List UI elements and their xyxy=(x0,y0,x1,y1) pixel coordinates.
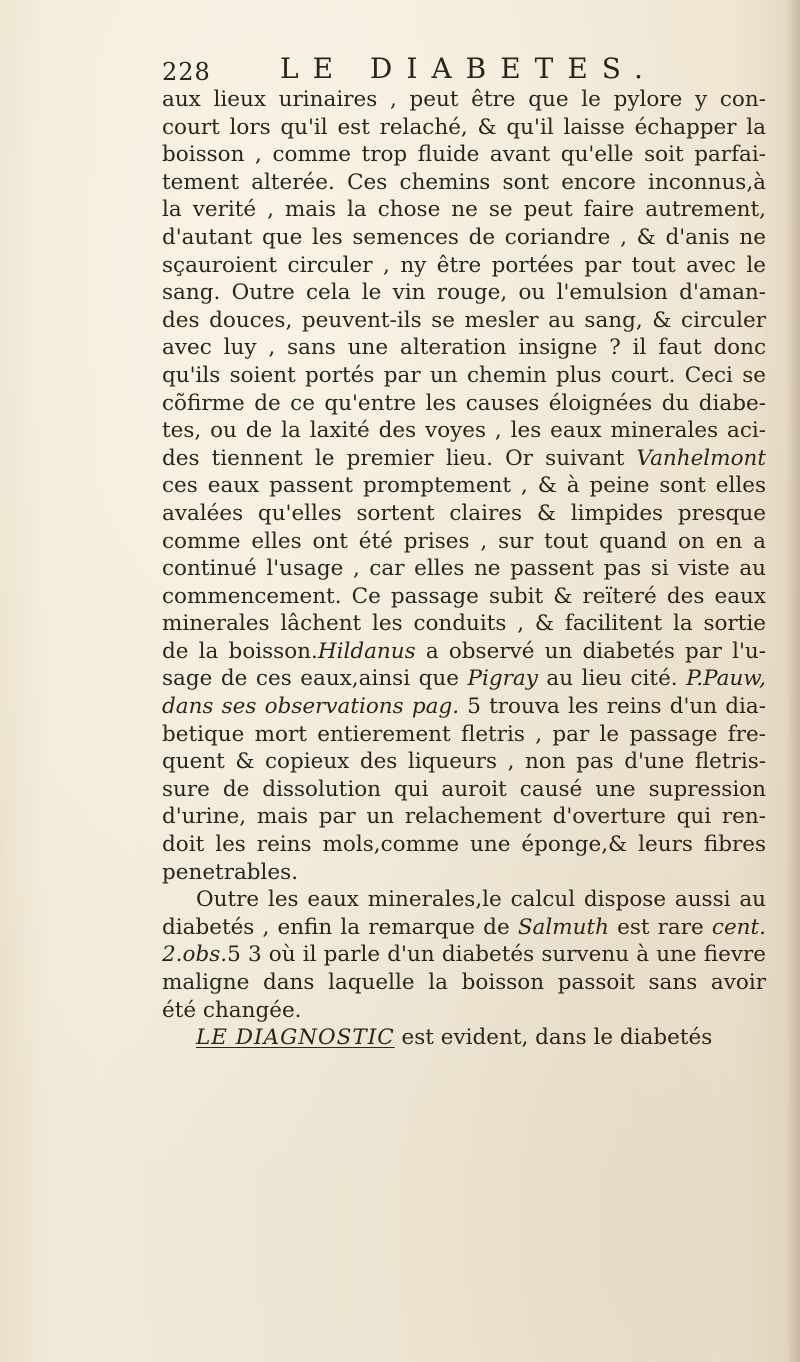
text-span: avalées qu'elles sortent claires & limpides presque xyxy=(162,500,766,526)
text-span: 5 3 où il parle d'un diabetés survenu à une fievre xyxy=(227,942,766,968)
text-line xyxy=(162,969,766,997)
text-line xyxy=(162,141,766,169)
text-line xyxy=(162,362,766,390)
text-line xyxy=(162,555,766,583)
text-span: qu'ils soient portés par un chemin plus court. Ceci se xyxy=(162,362,766,388)
text-line xyxy=(162,224,766,252)
text-span: betique mort entierement fletris , par le passage fre- xyxy=(162,721,766,747)
text-span: a observé un diabetés par l'u- xyxy=(415,638,767,664)
text-span: de la boisson. xyxy=(162,638,318,664)
text-span: d'urine, mais par un relachement d'overture qui ren- xyxy=(162,804,766,830)
text-span: sure de dissolution qui auroit causé une supression xyxy=(162,776,766,802)
text-span: court lors qu'il est relaché, & qu'il laisse échapper la xyxy=(162,114,766,140)
italic-text: 2.obs. xyxy=(162,942,228,968)
text-span: minerales lâchent les conduits , & facilitent la sortie xyxy=(162,611,766,637)
text-span: quent & copieux des liqueurs , non pas d'une fletris- xyxy=(162,749,766,775)
text-span: penetrables. xyxy=(162,859,299,885)
text-span: est rare xyxy=(608,914,712,940)
italic-text: Pigray xyxy=(467,666,538,692)
text-line xyxy=(162,500,766,528)
section-heading: LE DIAGNOSTIC xyxy=(196,1025,395,1051)
italic-text: Hildanus xyxy=(317,638,416,664)
text-span: boisson , comme trop fluide avant qu'elle soit parfai- xyxy=(162,142,766,168)
text-span: tes, ou de la laxité des voyes , les eaux minerales aci- xyxy=(162,418,766,444)
italic-text: P.Pauw, xyxy=(686,666,766,692)
text-span: tement alterée. Ces chemins sont encore inconnus,à xyxy=(162,169,766,195)
text-span: comme elles ont été prises , sur tout quand on en a xyxy=(162,528,766,554)
text-span: la verité , mais la chose ne se peut faire autrement, xyxy=(162,197,766,223)
running-title: LE DIABETES. xyxy=(280,52,657,85)
italic-text: dans ses observations pag. xyxy=(162,694,460,720)
text-span: des tiennent le premier lieu. Or suivant xyxy=(162,445,637,471)
text-line xyxy=(162,721,766,749)
text-line xyxy=(162,665,766,693)
text-line xyxy=(162,334,766,362)
text-line xyxy=(162,941,766,969)
italic-text: Vanhelmont xyxy=(636,445,766,471)
text-span: été changée. xyxy=(162,997,302,1023)
text-span: commencement. Ce passage subit & reïteré des eaux xyxy=(162,583,766,609)
text-span: cõfirme de ce qu'entre les causes éloignées du diabe- xyxy=(162,390,766,416)
text-span: est evident, dans le diabetés xyxy=(394,1025,713,1051)
text-line xyxy=(162,252,766,280)
text-line xyxy=(162,997,766,1025)
body-text xyxy=(162,86,766,1052)
text-line xyxy=(162,169,766,197)
text-span: sage de ces eaux,ainsi que xyxy=(162,666,468,692)
text-line xyxy=(162,748,766,776)
text-line xyxy=(162,1024,766,1052)
text-span: aux lieux urinaires , peut être que le pylore y con- xyxy=(162,87,766,112)
text-line xyxy=(162,803,766,831)
text-line xyxy=(162,114,766,142)
italic-text: cent. xyxy=(711,914,766,940)
text-span: d'autant que les semences de coriandre , & d'anis ne xyxy=(162,224,766,250)
text-line xyxy=(162,638,766,666)
text-span: Outre les eaux minerales,le calcul dispose aussi au xyxy=(196,887,766,913)
text-line xyxy=(162,914,766,942)
text-span: diabetés , enfin la remarque de xyxy=(162,914,518,940)
text-line xyxy=(162,610,766,638)
text-line xyxy=(162,472,766,500)
text-line xyxy=(162,528,766,556)
text-span: sang. Outre cela le vin rouge, ou l'emulsion d'aman- xyxy=(162,280,766,306)
text-line xyxy=(162,859,766,887)
text-span: avec luy , sans une alteration insigne ? il faut donc xyxy=(162,335,766,361)
text-line xyxy=(162,279,766,307)
page-number: 228 xyxy=(162,58,211,86)
text-span: 5 trouva les reins d'un dia- xyxy=(459,694,766,720)
text-span: maligne dans laquelle la boisson passoit sans avoir xyxy=(162,970,766,995)
text-span: des douces, peuvent-ils se mesler au sang, & circuler xyxy=(162,307,766,333)
text-line xyxy=(162,86,766,114)
text-line xyxy=(162,196,766,224)
text-line xyxy=(162,417,766,445)
text-span: continué l'usage , car elles ne passent pas si viste au xyxy=(162,556,766,582)
text-span: doit les reins mols,comme une éponge,& leurs fibres xyxy=(162,832,766,858)
page-edge-shadow xyxy=(786,0,800,1362)
text-line xyxy=(162,307,766,335)
text-line xyxy=(162,776,766,804)
text-span: sçauroient circuler , ny être portées par tout avec le xyxy=(162,252,766,278)
text-span: ces eaux passent promptement , & à peine sont elles xyxy=(162,473,766,499)
italic-text: Salmuth xyxy=(517,914,609,940)
text-span: au lieu cité. xyxy=(537,666,687,692)
text-line xyxy=(162,390,766,418)
text-line xyxy=(162,831,766,859)
text-line xyxy=(162,693,766,721)
text-line xyxy=(162,886,766,914)
text-line xyxy=(162,445,766,473)
text-line xyxy=(162,583,766,611)
